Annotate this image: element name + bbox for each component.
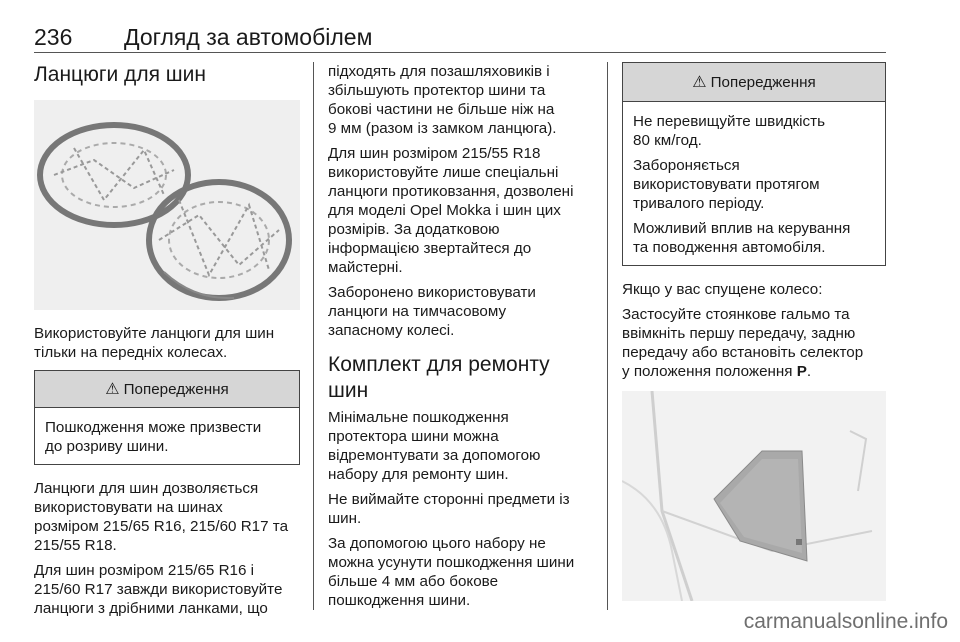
column-divider: [607, 62, 608, 610]
warning-text: Пошкодження може призвести до розриву шини.: [45, 419, 262, 455]
paragraph: підходять для позашляховиків і збільшують протектор шини та бокові частини не більше ніж на 9 мм (разом із замком ланцюга).: [328, 63, 557, 137]
paragraph: Заборонено використовувати ланцюги на тимчасовому запасному колесі.: [328, 284, 536, 339]
snow-chains-image: [34, 100, 300, 310]
warning-text: Можливий вплив на керування та поводження автомобіля.: [633, 220, 851, 256]
warning-box: [622, 62, 886, 266]
warning-title: Попередження: [123, 380, 229, 398]
section-title: Ланцюги для шин: [34, 63, 206, 86]
paragraph: Для шин розміром 215/65 R16 і 215/60 R17 завжди використовуйте ланцюги з дрібними ланками, що: [34, 562, 283, 617]
column-divider: [313, 62, 314, 610]
trunk-floor-image: [622, 391, 886, 601]
column-middle: [328, 62, 596, 616]
paragraph: Для шин розміром 215/55 R18 використовуйте лише спеціальні ланцюги протиковзання, дозволені для моделі Opel Mokka і шин цих розмірів. За додатковою інформацією звертайтеся до майстерні.: [328, 145, 574, 276]
paragraph: Якщо у вас спущене колесо:: [622, 281, 823, 298]
warning-triangle-icon: ⚠: [692, 74, 707, 91]
column-left: [34, 62, 300, 624]
chapter-title: Догляд за автомобілем: [124, 24, 373, 50]
warning-text: Не перевищуйте швидкість 80 км/год.: [633, 113, 826, 149]
paragraph: Використовуйте ланцюги для шин тільки на передніх колесах.: [34, 325, 275, 361]
watermark: carmanualsonline.info: [743, 610, 948, 633]
warning-header: [623, 63, 885, 102]
paragraph: Мінімальне пошкодження протектора шини можна відремонтувати за допомогою набору для ремонту шин.: [328, 409, 541, 483]
section-heading: Комплект для ремонту шин: [328, 353, 550, 402]
warning-text: Забороняється використовувати протягом тривалого періоду.: [633, 157, 820, 212]
warning-body: [35, 408, 299, 464]
warning-header: [35, 371, 299, 408]
column-right: [622, 62, 886, 601]
page-number: 236: [34, 24, 73, 50]
warning-box: [34, 370, 300, 465]
paragraph: За допомогою цього набору не можна усунути пошкодження шини більше 4 мм або бокове пошкодження шини.: [328, 535, 575, 609]
page-header: [34, 24, 886, 53]
paragraph: Застосуйте стоянкове гальмо та ввімкніть першу передачу, задню передачу або встановіть селектор у положення положення P.: [622, 306, 864, 380]
warning-body: [623, 102, 885, 265]
warning-title: Попередження: [710, 73, 816, 91]
gear-position-label: P: [796, 363, 807, 380]
paragraph: Ланцюги для шин дозволяється використовувати на шинах розміром 215/65 R16, 215/60 R17 та 215/55 R18.: [34, 480, 289, 554]
paragraph: Не виймайте сторонні предмети із шин.: [328, 491, 570, 527]
warning-triangle-icon: ⚠: [105, 381, 120, 398]
